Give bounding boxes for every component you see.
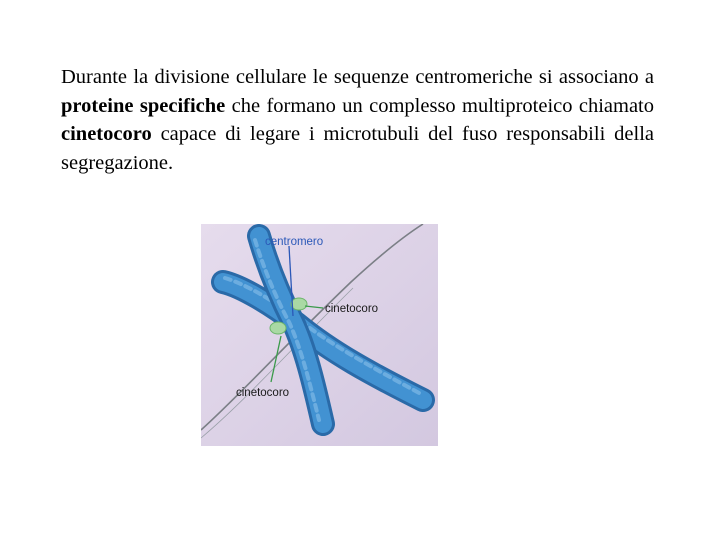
label-cinetocoro-bottom: cinetocoro: [236, 387, 290, 399]
label-cinetocoro-top: cinetocoro: [325, 303, 379, 315]
text-end: capace di legare i microtubuli del fuso responsabili della segregazione.: [61, 123, 654, 174]
chromosome-illustration: [201, 224, 438, 446]
bold-cinetocoro: cinetocoro: [61, 123, 152, 145]
kinetochore-top: [291, 298, 307, 310]
kinetochore-bottom: [270, 322, 286, 334]
text-intro: Durante la divisione cellulare le sequenze centromeriche si associano a: [61, 66, 654, 88]
bold-proteine-specifiche: proteine specifiche: [61, 94, 226, 117]
chromosome-figure: [201, 224, 438, 446]
body-paragraph: [61, 63, 654, 177]
label-centromero: centromero: [265, 236, 324, 248]
text-middle: che formano un complesso multiproteico chiamato: [225, 94, 654, 117]
